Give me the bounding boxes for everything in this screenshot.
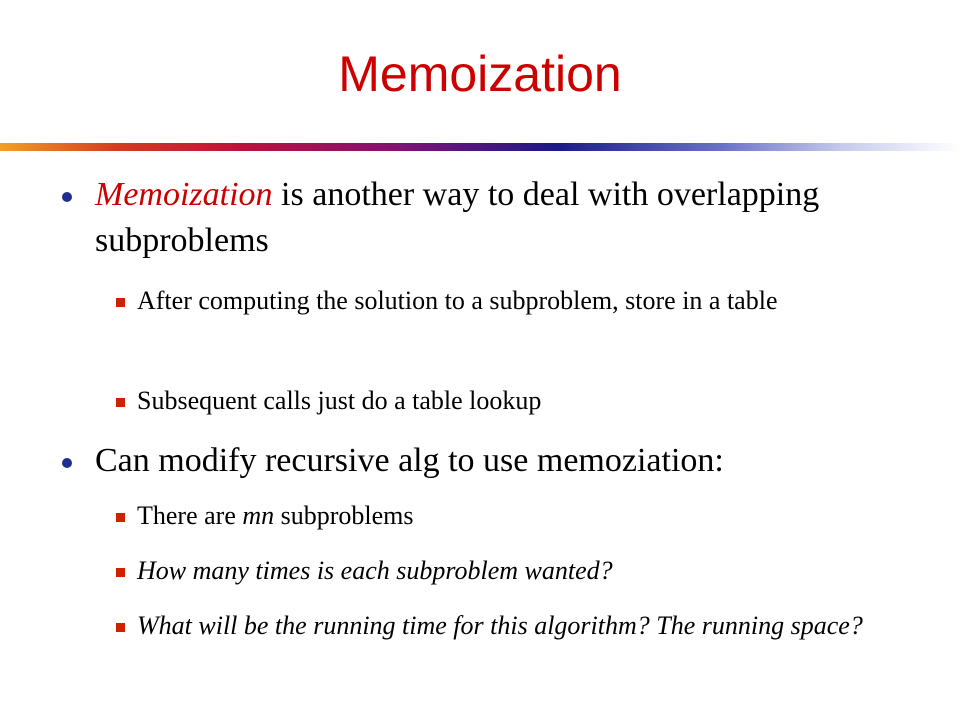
- bullet-text-rest: is another way to deal with overlapping subproblems: [95, 176, 820, 259]
- emphasis-term: Memoization: [95, 176, 273, 213]
- question-text: What will be the running time for this algorithm? The running space?: [137, 611, 863, 640]
- sub-bullet-text-pre: There are: [137, 501, 243, 530]
- sub-bullet-text: After computing the solution to a subproblem, store in a table: [137, 286, 778, 315]
- slide-title: Memoization: [338, 46, 622, 102]
- bullet-square-icon: [116, 298, 125, 307]
- bullet-text: [95, 172, 915, 264]
- bullet-square-icon: [116, 398, 125, 407]
- title-divider-rule: [0, 143, 960, 151]
- question-text: How many times is each subproblem wanted?: [137, 556, 613, 585]
- bullet-square-icon: [116, 513, 125, 522]
- sub-bullet-text: [137, 497, 917, 535]
- bullet-dot-icon: [62, 192, 72, 202]
- bullet-square-icon: [116, 623, 125, 632]
- bullet-square-icon: [116, 568, 125, 577]
- bullet-text: Can modify recursive alg to use memoziation:: [95, 442, 724, 479]
- sub-bullet-text-post: subproblems: [274, 501, 414, 530]
- bullet-dot-icon: [62, 458, 72, 468]
- italic-term: mn: [242, 501, 275, 530]
- sub-bullet-text: Subsequent calls just do a table lookup: [137, 386, 542, 415]
